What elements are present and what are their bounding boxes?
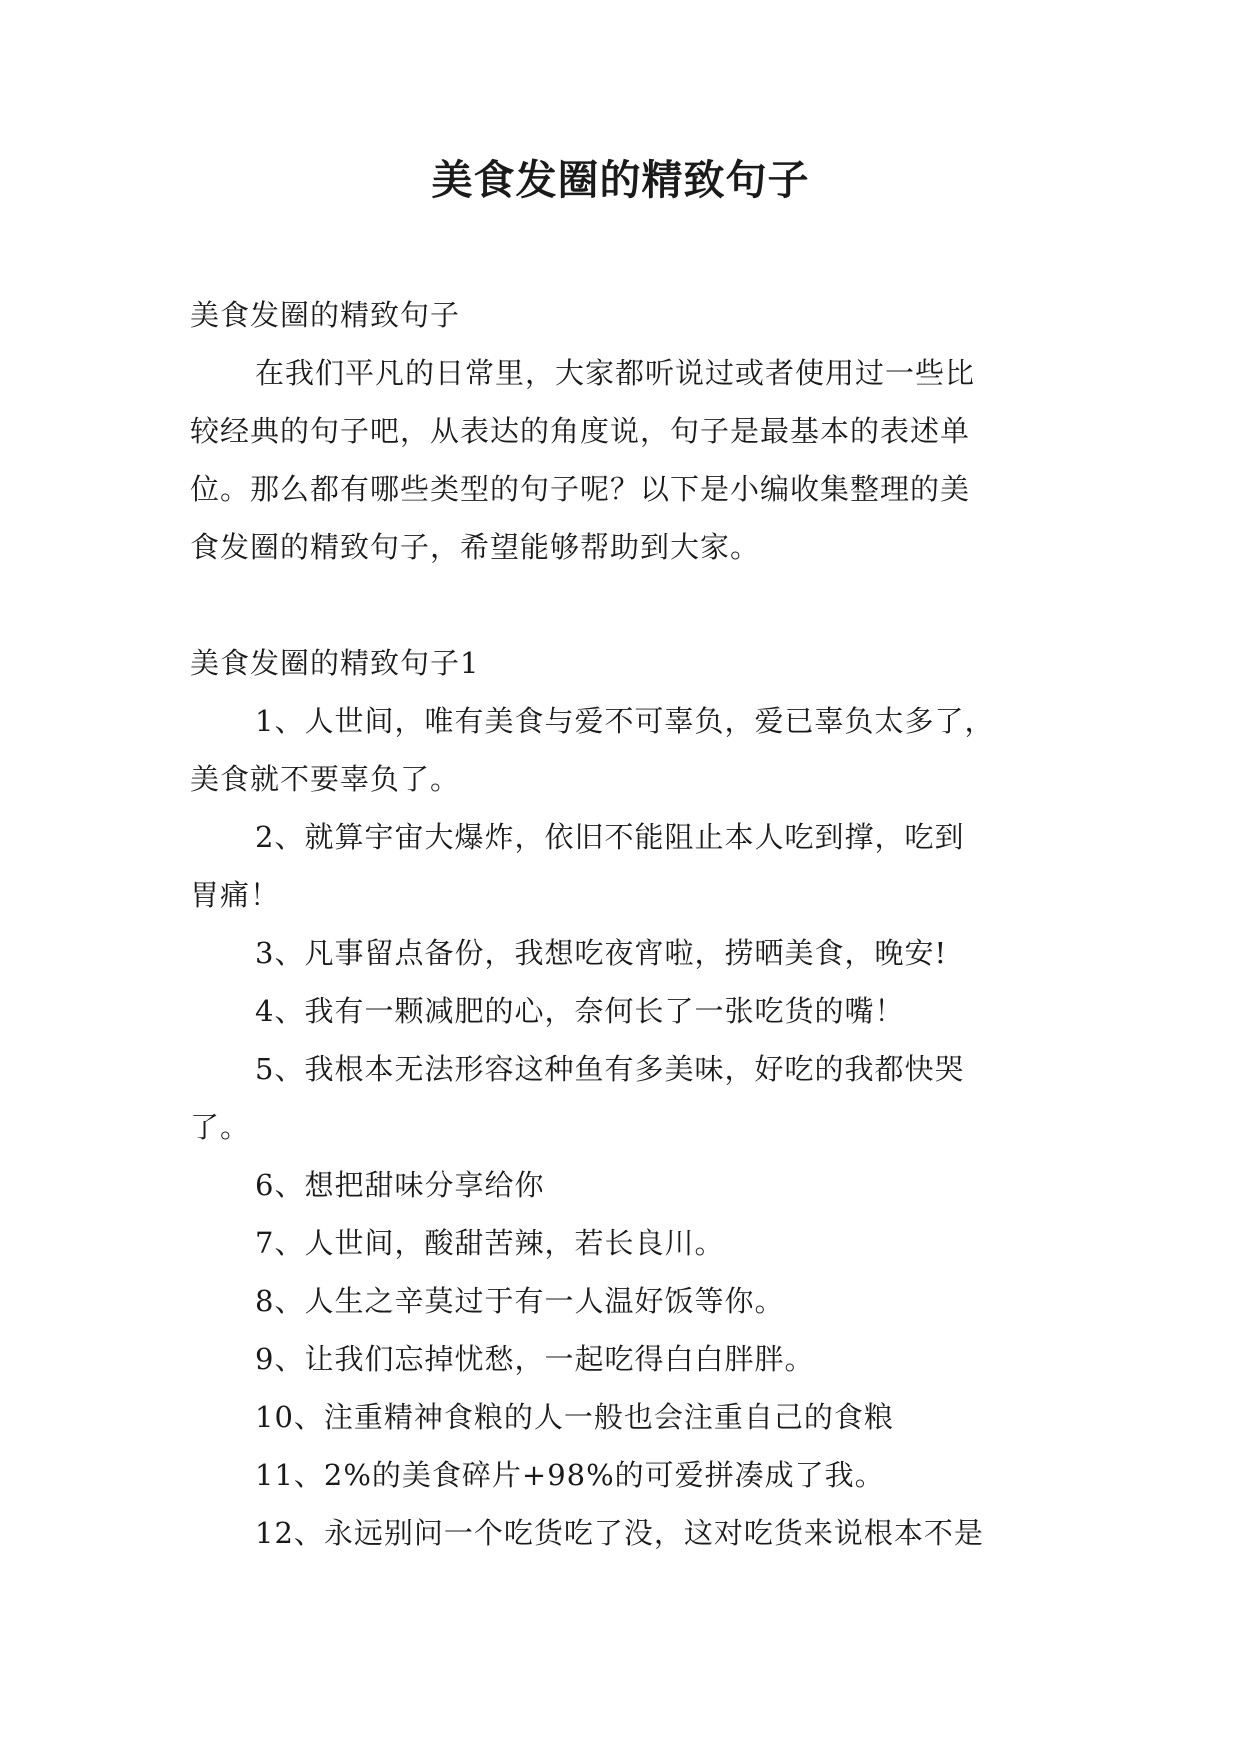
list-item-line: 5、我根本无法形容这种鱼有多美味，好吃的我都快哭 (255, 1052, 965, 1086)
list-item-line: 1、人世间，唯有美食与爱不可辜负，爱已辜负太多了， (255, 704, 995, 738)
list-item-line: 8、人生之辛莫过于有一人温好饭等你。 (255, 1284, 785, 1318)
list-item-line: 了。 (190, 1110, 251, 1144)
list-item-line: 11、2%的美食碎片+98%的可爱拼凑成了我。 (255, 1458, 885, 1492)
intro-line: 在我们平凡的日常里，大家都听说过或者使用过一些比 (255, 356, 976, 390)
intro-line: 食发圈的精致句子，希望能够帮助到大家。 (190, 530, 761, 564)
list-item-line: 9、让我们忘掉忧愁，一起吃得白白胖胖。 (255, 1342, 815, 1376)
list-item-line: 7、人世间，酸甜苦辣，若长良川。 (255, 1226, 725, 1260)
section-heading: 美食发圈的精致句子1 (190, 646, 480, 680)
list-item-line: 4、我有一颗减肥的心，奈何长了一张吃货的嘴！ (255, 994, 905, 1028)
list-item-line: 胃痛！ (190, 878, 281, 912)
list-item-line: 10、注重精神食粮的人一般也会注重自己的食粮 (255, 1400, 894, 1434)
list-item-line: 3、凡事留点备份，我想吃夜宵啦，捞晒美食，晚安! (255, 936, 948, 970)
list-item-line: 6、想把甜味分享给你 (255, 1168, 545, 1202)
intro-line: 较经典的句子吧，从表达的角度说，句子是最基本的表述单 (190, 414, 971, 448)
intro-line: 位。那么都有哪些类型的句子呢？以下是小编收集整理的美 (190, 472, 971, 506)
list-item-line: 12、永远别问一个吃货吃了没，这对吃货来说根本不是 (255, 1516, 984, 1550)
subtitle-line: 美食发圈的精致句子 (190, 298, 461, 332)
list-item-line: 美食就不要辜负了。 (190, 762, 461, 796)
document-title: 美食发圈的精致句子 (431, 156, 810, 204)
document-body (190, 286, 1065, 1562)
paragraph-gap (190, 576, 1065, 634)
list-item-line: 2、就算宇宙大爆炸，依旧不能阻止本人吃到撑，吃到 (255, 820, 965, 854)
